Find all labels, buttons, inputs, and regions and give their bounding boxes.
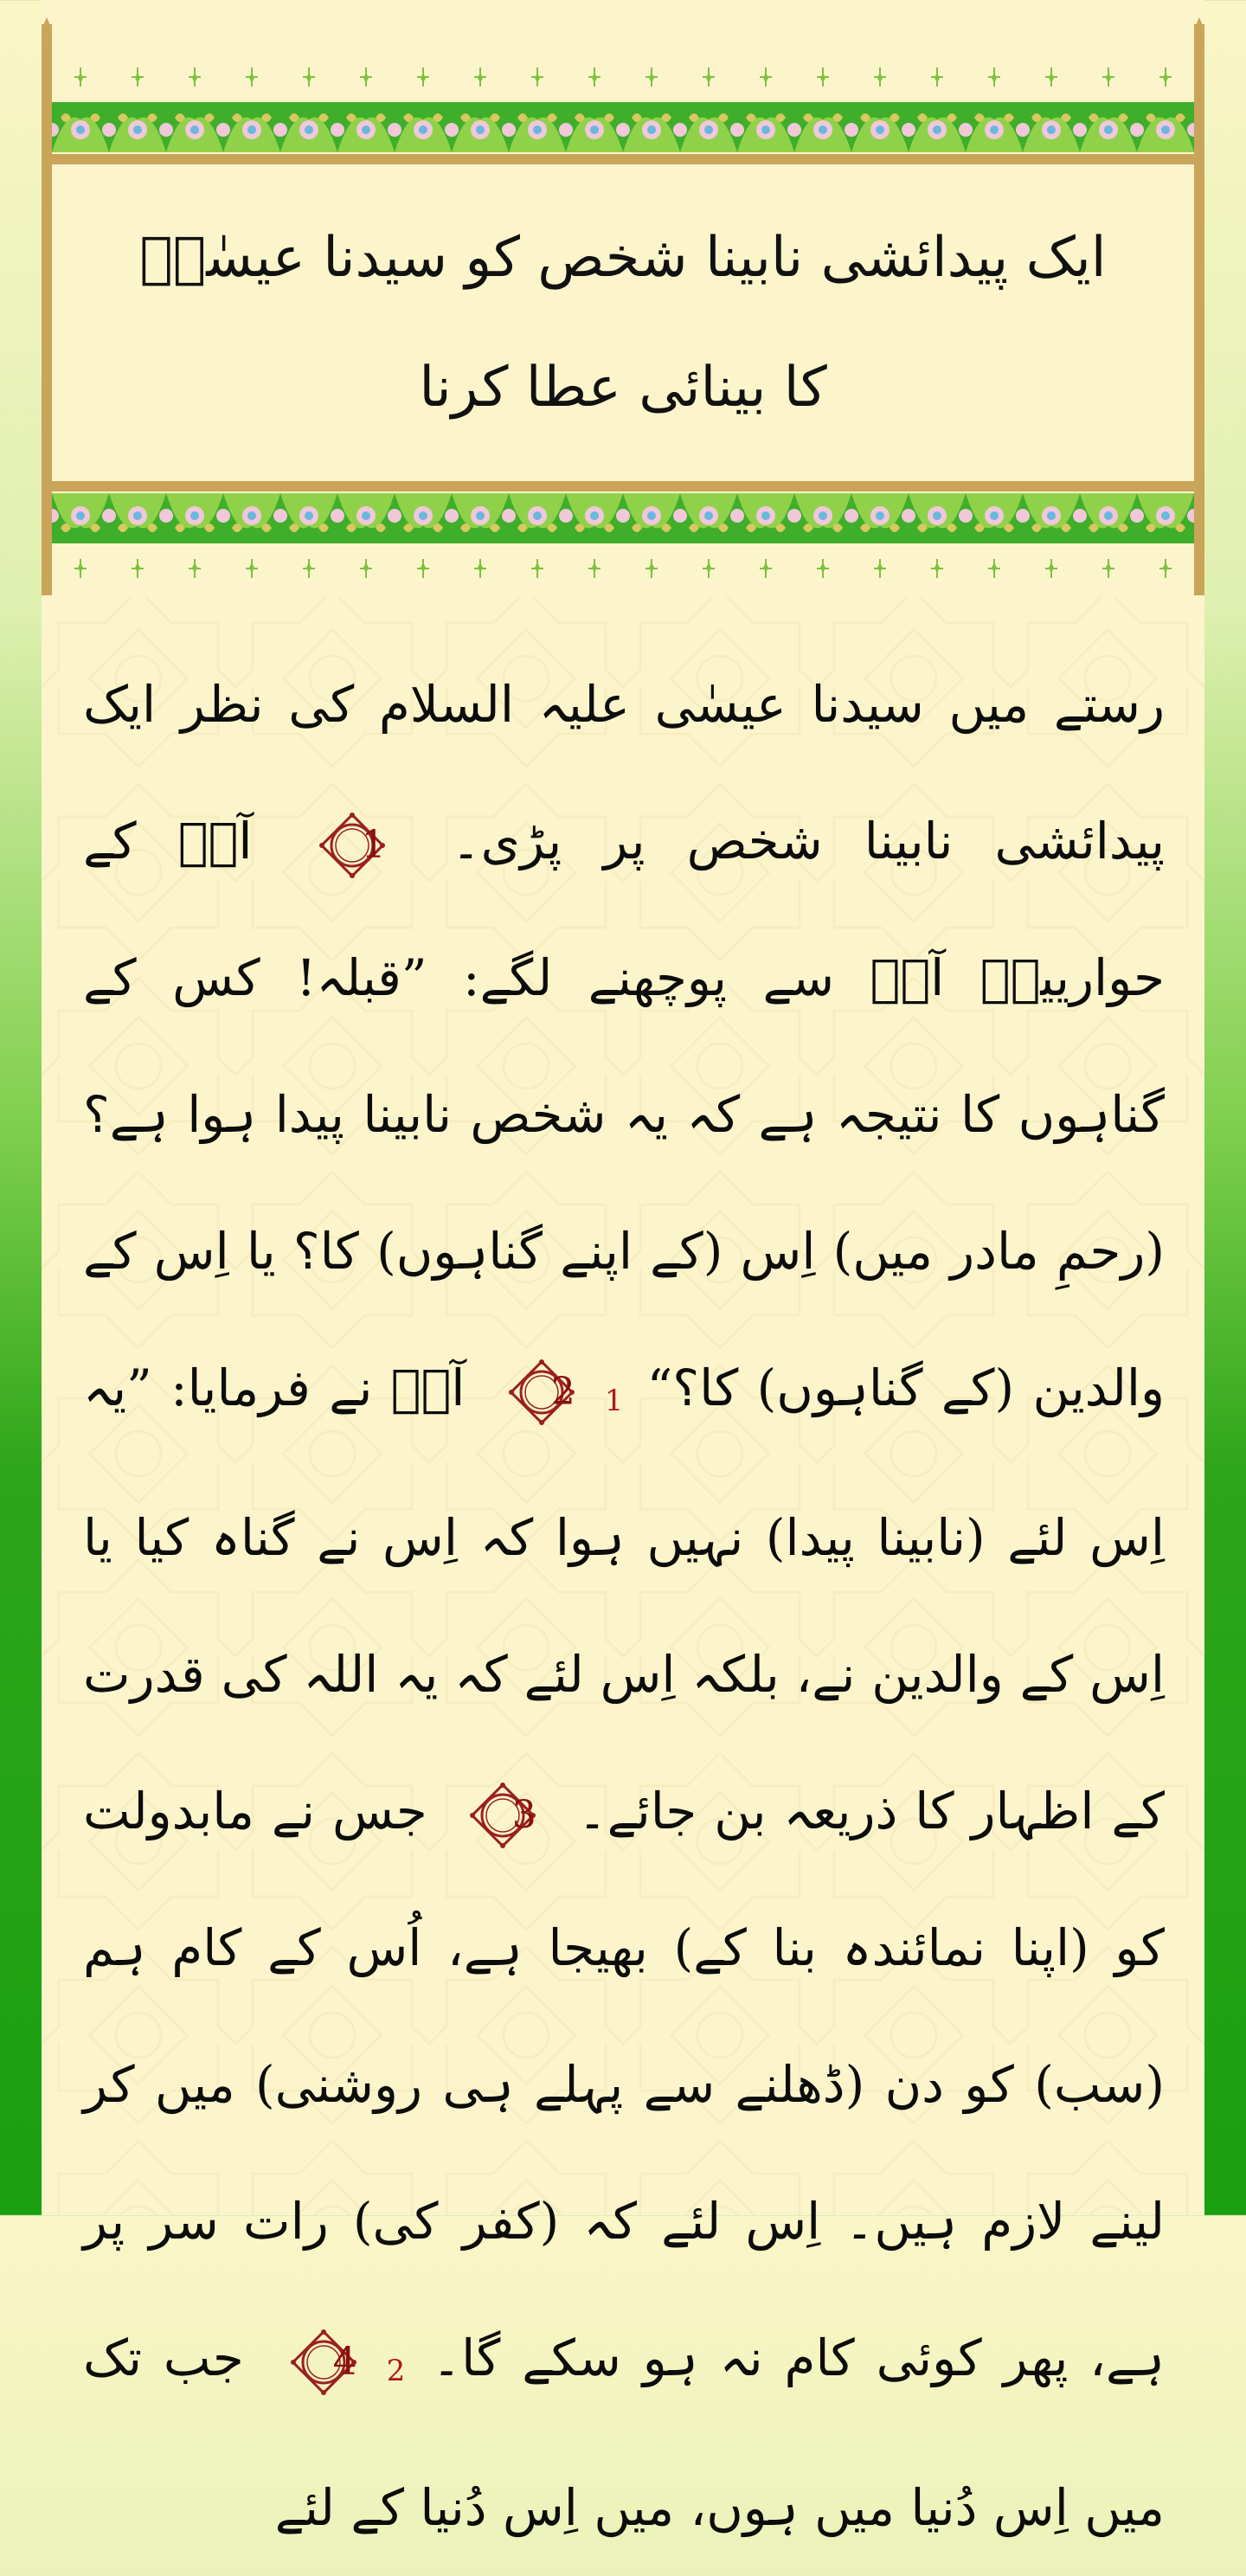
paragraph-text: آپؑ نے فرمایا: ”یہ اِس لئے (نابینا پیدا) نہیں ہوا کہ اِس نے گناہ کیا یا اِس کے والدین نے، بلکہ اِس لئے کہ یہ اللہ کی قدرت کے اظہار کا ذریعہ بن جائے۔ [83,1359,1165,1840]
ayah-number: 2 [550,1369,575,1414]
ayah-number: 4 [332,2339,357,2384]
footnote-marker[interactable]: 2 [386,2354,406,2388]
body-paragraph [83,636,1165,2576]
frame-left-bar [42,24,52,595]
footnote-marker[interactable]: 1 [604,1384,624,1418]
floral-border-bottom [52,491,1194,578]
title-frame [42,0,1204,597]
ayah-number: 3 [511,1792,536,1837]
page-title: ایک پیدائشی نابینا شخص کو سیدنا عیسٰیؑ کا بینائی عطا کرنا [139,226,1107,420]
ayah-end-marker-icon [290,2329,357,2396]
ayah-number: 1 [361,822,386,867]
paragraph-text: جب تک میں اِس دُنیا میں ہوں، میں اِس دُنیا کے لئے [83,2329,1165,2537]
paragraph-text: رستے میں سیدنا عیسٰی علیہ السلام کی نظر ایک پیدائشی نابینا شخص پر پڑی۔ [83,675,1165,870]
frame-right-bar [1194,24,1204,595]
ayah-end-marker-icon [508,1359,575,1426]
ayah-end-marker-icon [318,812,386,879]
paragraph-text: جس نے مابدولت کو (اپنا نمائندہ بنا کے) بھیجا ہے، اُس کے کام ہم (سب) کو دن (ڈھلنے سے پہلے ہی روشنی) میں کر لینے لازم ہیں۔ اِس لئے کہ (کفر کی) رات سر پر ہے، پھر کوئی کام نہ ہو سکے گا۔ [83,1782,1165,2387]
title-top-rule [52,154,1194,164]
page [42,0,1204,2537]
title-bottom-rule [52,481,1194,491]
paragraph-text: آپؑ کے حواریینؓ آپؑ سے پوچھنے لگے: ”قبلہ! کس کے گناہوں کا نتیجہ ہے کہ یہ شخص نابینا پیدا ہوا ہے؟ (رحمِ مادر میں) اِس (کے اپنے گناہوں) کا؟ یا اِس کے والدین (کے گناہوں) کا؟“ [83,812,1165,1417]
floral-border-top [52,67,1194,154]
title-box [52,164,1194,481]
ayah-end-marker-icon [469,1782,536,1849]
